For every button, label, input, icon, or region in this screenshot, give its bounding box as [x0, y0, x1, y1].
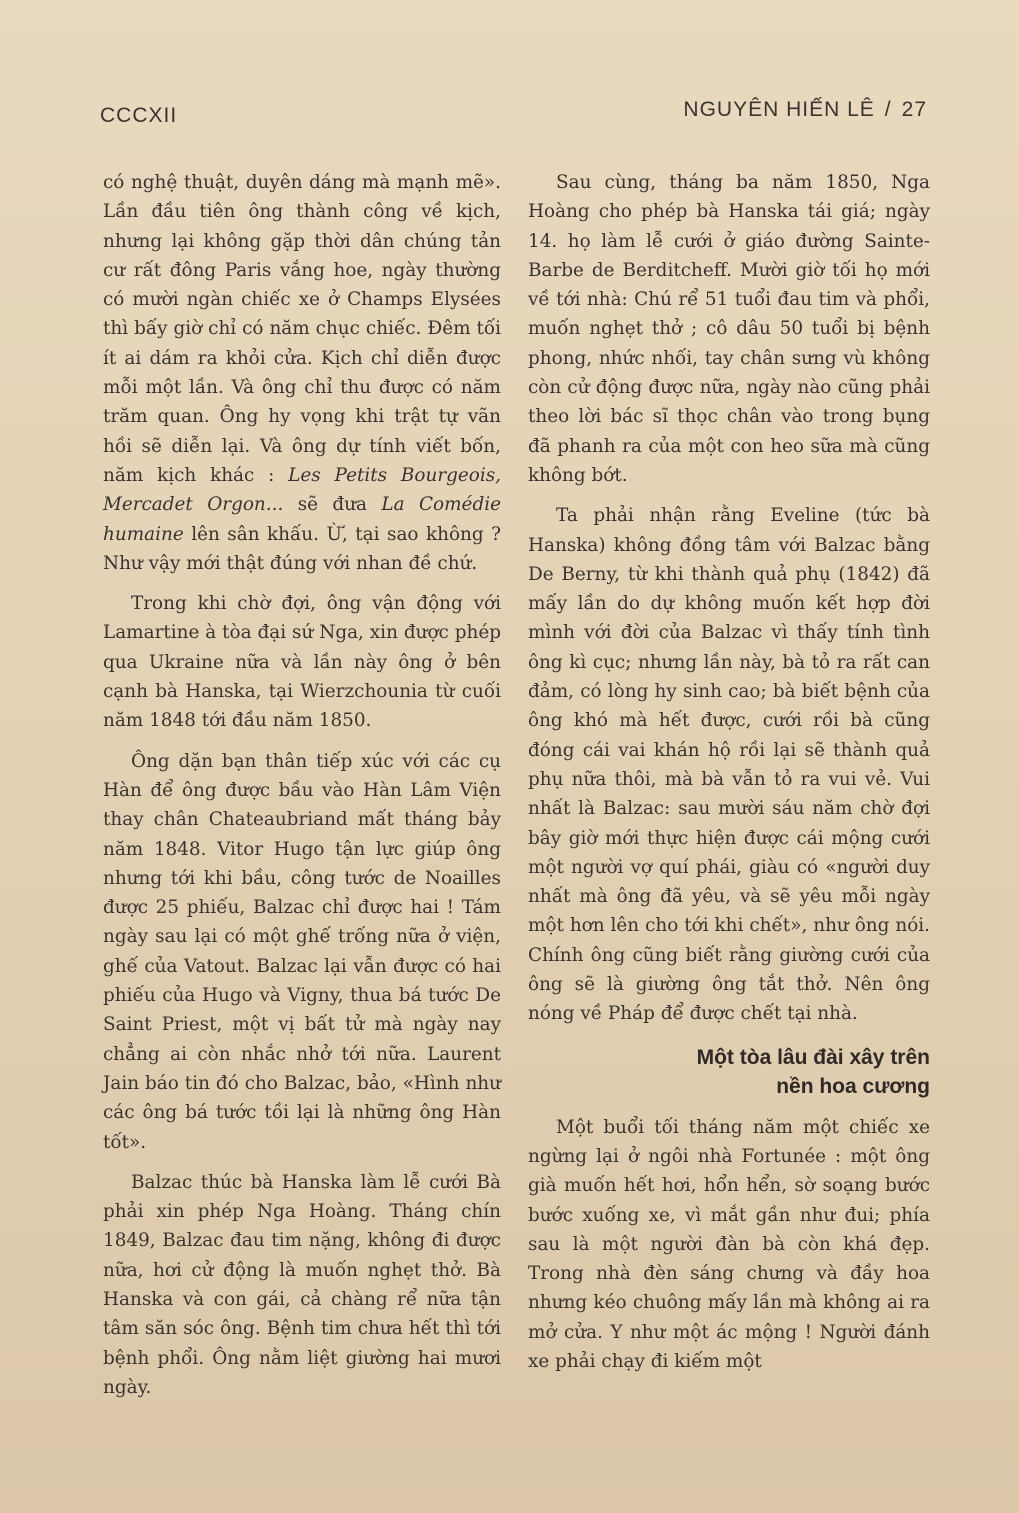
folio-roman-numeral: CCCXII	[100, 104, 178, 127]
paragraph-text: lên sân khấu. Ừ, tại sao không ? Như vậy mới thật đúng với nhan đề chứ.	[103, 523, 501, 574]
paragraph: Balzac thúc bà Hanska làm lễ cưới Bà phải xin phép Nga Hoàng. Tháng chín 1849, Balzac đau tim nặng, không đi được nữa, hơi cử động là muốn nghẹt thở. Bà Hanska và con gái, cả chàng rể nữa tận tâm săn sóc ông. Bệnh tim chưa hết thì tới bệnh phổi. Ông nằm liệt giường hai mươi ngày.	[103, 1171, 501, 1398]
italic-titles: Les Petits Bourgeois, Mercadet Orgon...	[103, 464, 502, 516]
paragraph: Ta phải nhận rằng Eveline (tức bà Hanska) không đồng tâm với Balzac bằng De Berny, từ khi thành quả phụ (1842) đã mấy lần do dự không muốn kết hợp đời mình với đời của Balzac vì thấy tính tình ông kì cục; nhưng lần này, bà tỏ ra rất can đảm, có lòng hy sinh cao; bà biết bệnh của ông khó mà hết được, cưới rồi bà cũng đóng cái vai khán hộ rồi lại sẽ thành quả phụ nữa thôi, mà bà vẫn tỏ ra vui vẻ. Vui nhất là Balzac: sau mười sáu năm chờ đợi bây giờ mới thực hiện được cái mộng cưới một người vợ quí phái, giàu có «người duy nhất mà ông đã yêu, và sẽ yêu mỗi ngày một hơn lên cho tới khi chết», như ông nói. Chính ông cũng biết rằng giường cưới của ông sẽ là giường ông tắt thở. Nên ông nóng về Pháp để được chết tại nhà.	[528, 505, 930, 1025]
running-head	[683, 98, 927, 122]
paragraph-text: sẽ đưa	[283, 494, 382, 516]
right-column	[528, 168, 930, 1387]
section-heading-line-1: Một tòa lâu đài xây trên	[696, 1045, 930, 1069]
left-column	[103, 168, 501, 1413]
paragraph	[103, 168, 501, 578]
header-separator: /	[884, 98, 892, 121]
section-heading-line-2: nền hoa cương	[776, 1074, 930, 1098]
paragraph: Sau cùng, tháng ba năm 1850, Nga Hoàng cho phép bà Hanska tái giá; ngày 14. họ làm lễ cưới ở giáo đường Sainte-Barbe de Berditcheff. Mười giờ tối họ mới về tới nhà: Chú rể 51 tuổi đau tim và phổi, muốn nghẹt thở ; cô dâu 50 tuổi bị bệnh phong, nhức nhối, tay chân sưng vù không còn cử động được nữa, ngày nào cũng phải theo lời bác sĩ thọc chân vào trong bụng đã phanh ra của một con heo sữa mà cũng không bớt.	[528, 172, 930, 486]
page-number: 27	[901, 98, 927, 121]
section-heading	[528, 1043, 930, 1101]
paragraph-text: có nghệ thuật, duyên dáng mà mạnh mẽ». Lần đầu tiên ông thành công về kịch, nhưng lại không gặp thời dân chúng tản cư rất đông Paris vắng hoe, ngày thường có mười ngàn chiếc xe ở Champs Elysées thì bấy giờ chỉ có năm chục chiếc. Đêm tối ít ai dám ra khỏi cửa. Kịch chỉ diễn được mỗi một lần. Và ông chỉ thu được có năm trăm quan. Ông hy vọng khi trật tự vãn hồi sẽ diễn lại. Và ông dự tính viết bốn, năm kịch khác :	[103, 172, 501, 486]
paragraph: Một buổi tối tháng năm một chiếc xe ngừng lại ở ngôi nhà Fortunée : một ông già muốn hết hơi, hổn hển, sờ soạng bước bước xuống xe, vì mắt gần như đui; phía sau là một người đàn bà còn khá đẹp. Trong nhà đèn sáng chưng và đầy hoa nhưng kéo chuông mấy lần mà không ai ra mở cửa. Y như một ác mộng ! Người đánh xe phải chạy đi kiếm một	[528, 1116, 930, 1372]
author-name: NGUYÊN HIẾN LÊ	[683, 98, 875, 121]
paragraph: Trong khi chờ đợi, ông vận động với Lamartine à tòa đại sứ Nga, xin được phép qua Ukraine nữa và lần này ông ở bên cạnh bà Hanska, tại Wierzchounia từ cuối năm 1848 tới đầu năm 1850.	[103, 593, 501, 732]
italic-title: La Comédie humaine	[103, 494, 501, 545]
page-header	[100, 98, 927, 132]
paragraph: Ông dặn bạn thân tiếp xúc với các cụ Hàn để ông được bầu vào Hàn Lâm Viện thay chân Chateaubriand mất tháng bảy năm 1848. Vitor Hugo tận lực giúp ông nhưng tới khi bầu, công tước de Noailles được 25 phiếu, Balzac chỉ được hai ! Tám ngày sau lại có một ghế trống nữa ở viện, ghế của Vatout. Balzac lại vẫn được có hai phiếu của Hugo và Vigny, thua bá tước De Saint Priest, một vị bất tử mà ngày nay chẳng ai còn nhắc nhở tới nữa. Laurent Jain báo tin đó cho Balzac, bảo, «Hình như các ông bá tước tồi lại là những ông Hàn tốt».	[103, 750, 501, 1153]
